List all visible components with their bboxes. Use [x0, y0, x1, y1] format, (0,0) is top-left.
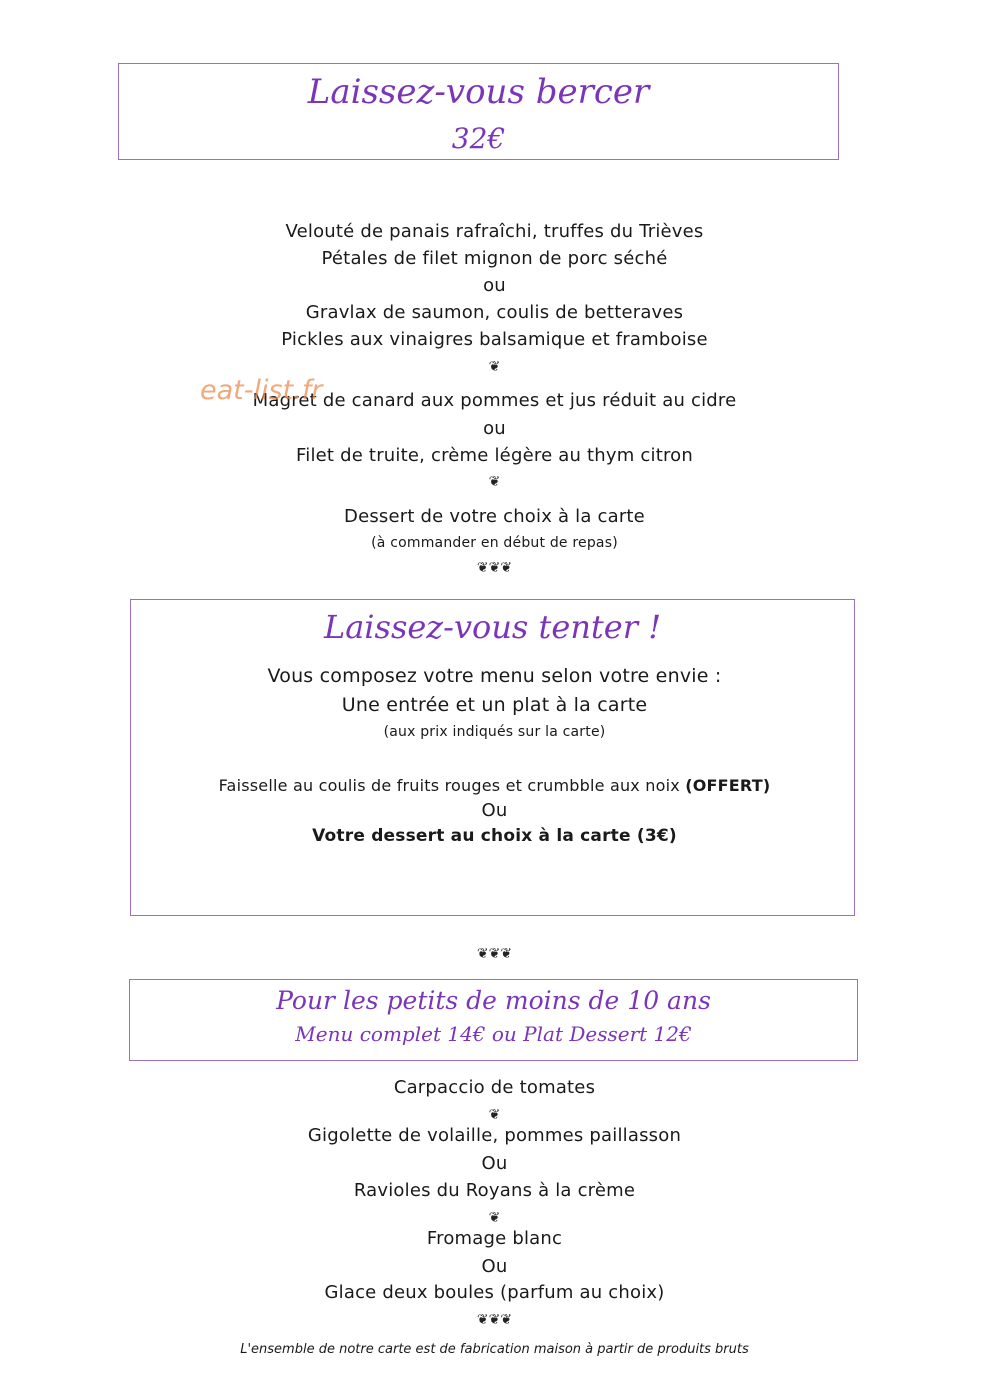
footer-note: L'ensemble de notre carte est de fabrication maison à partir de produits bruts [240, 1342, 749, 1357]
menu3-title-box [129, 979, 858, 1061]
menu1-line: Gravlax de saumon, coulis de betteraves [305, 302, 684, 323]
menu2-line: Une entrée et un plat à la carte [341, 694, 648, 716]
menu3-line: Ravioles du Royans à la crème [353, 1180, 636, 1201]
menu1-line: Dessert de votre choix à la carte [344, 506, 645, 527]
menu1-line: ou [483, 275, 506, 296]
menu1-title: Laissez-vous bercer [307, 72, 650, 112]
menu3-line: Gigolette de volaille, pommes paillasson [307, 1125, 682, 1146]
menu2-line: Votre dessert au choix à la carte (3€) [312, 826, 677, 846]
menu1-line: Filet de truite, crème légère au thym citron [296, 445, 693, 466]
ornament-icon: ❦ [488, 474, 501, 490]
ornament-icon: ❦ [488, 359, 501, 375]
menu1-line: Velouté de panais rafraîchi, truffes du Trièves [285, 221, 704, 242]
menu3-line: Fromage blanc [426, 1228, 563, 1249]
menu2-offer-badge: (OFFERT) [685, 776, 771, 795]
menu1-line: ou [483, 418, 506, 439]
ornament-icon: ❦❦❦ [476, 560, 513, 576]
menu1-line: Pickles aux vinaigres balsamique et framboise [281, 329, 708, 350]
menu3-title: Pour les petits de moins de 10 ans [276, 986, 711, 1015]
menu2-box [130, 599, 855, 916]
menu1-price: 32€ [451, 122, 506, 155]
ornament-icon: ❦ [488, 1107, 501, 1123]
menu2-line: Ou [481, 800, 508, 821]
menu1-line: Magret de canard aux pommes et jus réduit au cidre [252, 390, 737, 411]
menu2-title: Laissez-vous tenter ! [323, 608, 662, 646]
menu2-offer-text: Faisselle au coulis de fruits rouges et crumbble aux noix [218, 776, 680, 795]
menu1-note: (à commander en début de repas) [371, 535, 618, 551]
ornament-icon: ❦❦❦ [476, 1312, 513, 1328]
menu3-line: Ou [481, 1153, 508, 1174]
menu3-subtitle: Menu complet 14€ ou Plat Dessert 12€ [295, 1022, 692, 1046]
ornament-icon: ❦ [488, 1210, 501, 1226]
menu1-title-box [118, 63, 839, 160]
watermark: eat-list.fr [200, 375, 323, 406]
menu3-line: Ou [481, 1256, 508, 1277]
menu3-line: Carpaccio de tomates [393, 1077, 596, 1098]
menu1-line: Pétales de filet mignon de porc séché [321, 248, 668, 269]
menu2-offer-line [0, 776, 989, 795]
menu3-line: Glace deux boules (parfum au choix) [324, 1282, 665, 1303]
menu2-note: (aux prix indiqués sur la carte) [383, 724, 606, 740]
ornament-icon: ❦❦❦ [476, 946, 513, 962]
menu2-line: Vous composez votre menu selon votre envie : [267, 665, 722, 687]
